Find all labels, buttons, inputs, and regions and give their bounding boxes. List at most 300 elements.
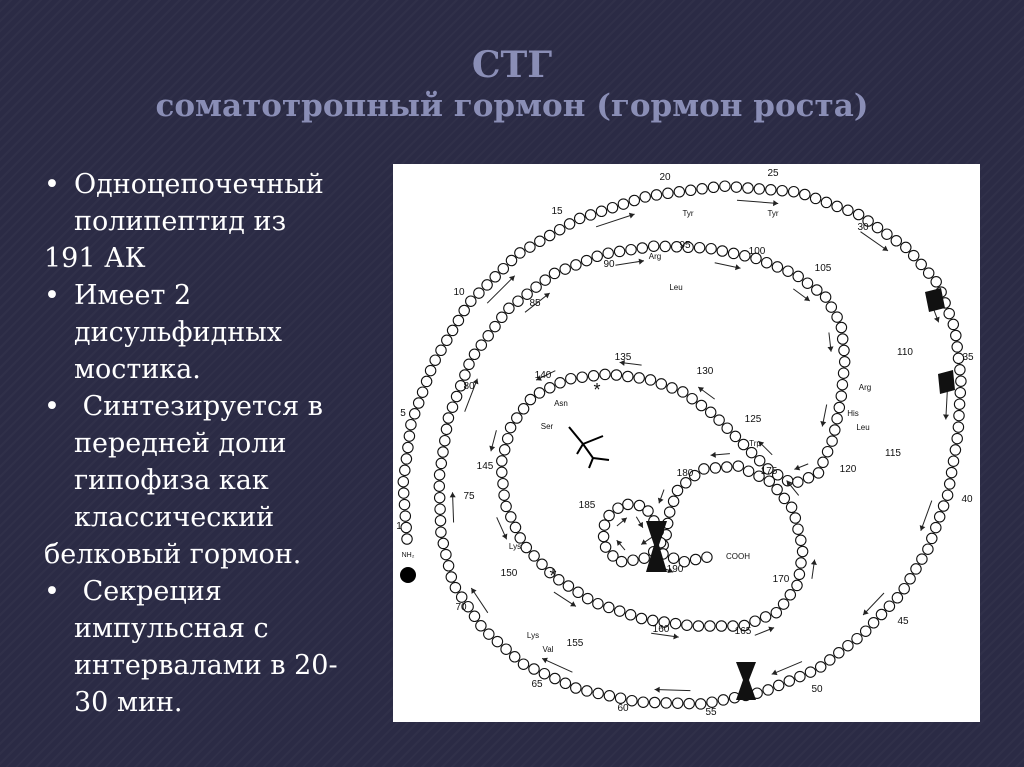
residue-bead [832, 414, 842, 424]
residue-bead [593, 599, 603, 609]
residue-bead [948, 456, 958, 466]
position-label: 25 [767, 168, 779, 179]
residue-bead [899, 584, 909, 594]
residue-bead [628, 555, 638, 565]
residue-bead [935, 512, 945, 522]
position-label: 1 [396, 521, 402, 532]
residue-bead [560, 678, 570, 688]
residue-bead [401, 522, 411, 532]
text-line: полипептид из [74, 206, 287, 237]
residue-bead [693, 621, 703, 631]
residue-bead [629, 195, 639, 205]
residue-bead [771, 608, 781, 618]
residue-bead [793, 271, 803, 281]
residue-bead [451, 391, 461, 401]
residue-bead [566, 374, 576, 384]
residue-bead [839, 345, 849, 355]
position-label: 40 [961, 494, 973, 505]
residue-bead [638, 697, 648, 707]
text-line: дисульфидных [74, 317, 282, 348]
residue-bead [673, 698, 683, 708]
n-terminus-label: NH₂ [401, 552, 415, 559]
residue-bead [582, 686, 592, 696]
residue-bead [945, 479, 955, 489]
title-abbreviation: СТГ [471, 44, 553, 86]
residue-bead [649, 241, 659, 251]
residue-bead [826, 302, 836, 312]
residue-bead [505, 422, 515, 432]
residue-bead [822, 447, 832, 457]
residue-bead [750, 616, 760, 626]
residue-bead [772, 262, 782, 272]
direction-arrow [737, 200, 778, 203]
residue-bead [656, 379, 666, 389]
bullet-item [44, 573, 364, 721]
bullet-marker: • [44, 169, 60, 200]
residue-bead [607, 203, 617, 213]
residue-bead [779, 493, 789, 503]
residue-bead [435, 516, 445, 526]
glycosylation-mark: * [593, 380, 601, 400]
residue-bead [571, 683, 581, 693]
residue-bead [600, 542, 610, 552]
arrow-head [811, 560, 817, 565]
residue-bead [696, 400, 706, 410]
residue-bead [410, 409, 420, 419]
residue-bead [469, 611, 479, 621]
text-line: Одноцепочечный [74, 169, 324, 200]
bullet-marker: • [44, 391, 60, 422]
residue-bead [882, 229, 892, 239]
residue-bead [663, 188, 673, 198]
residue-bead [805, 667, 815, 677]
residue-bead [812, 285, 822, 295]
residue-bead [626, 245, 636, 255]
gh-structure-diagram [393, 164, 980, 722]
residue-bead [951, 330, 961, 340]
residue-label: Arg [648, 252, 662, 261]
arrow-head [673, 634, 678, 640]
residue-bead [564, 219, 574, 229]
residue-bead [399, 499, 409, 509]
arrow-head [735, 264, 741, 270]
residue-bead [796, 558, 806, 568]
residue-bead [474, 288, 484, 298]
bullet-item [44, 388, 364, 536]
residue-bead [435, 504, 445, 514]
residue-bead [825, 655, 835, 665]
residue-bead [777, 186, 787, 196]
residue-bead [938, 501, 948, 511]
residue-bead [510, 522, 520, 532]
residue-label: Trp [749, 439, 761, 448]
residue-bead [730, 431, 740, 441]
residue-bead [714, 415, 724, 425]
text-line: 191 АК [44, 243, 146, 274]
arrow-head [641, 539, 647, 544]
residue-bead [892, 593, 902, 603]
residue-bead [476, 621, 486, 631]
residue-bead [600, 369, 610, 379]
position-label: 155 [566, 638, 584, 649]
residue-bead [500, 445, 510, 455]
residue-bead [837, 380, 847, 390]
residue-bead [545, 383, 555, 393]
residue-bead [778, 599, 788, 609]
residue-bead [755, 456, 765, 466]
residue-bead [917, 554, 927, 564]
residue-bead [483, 331, 493, 341]
residue-bead [948, 319, 958, 329]
residue-bead [634, 373, 644, 383]
residue-bead [504, 303, 514, 313]
residue-bead [840, 357, 850, 367]
residue-bead [955, 365, 965, 375]
residue-bead [682, 620, 692, 630]
residue-bead [571, 260, 581, 270]
residue-bead [515, 248, 525, 258]
residue-bead [490, 272, 500, 282]
residue-bead [529, 664, 539, 674]
residue-bead [401, 454, 411, 464]
residue-bead [581, 255, 591, 265]
residue-bead [696, 699, 706, 709]
residue-bead [482, 280, 492, 290]
arrow-head [489, 446, 495, 452]
position-label: 30 [857, 222, 869, 233]
position-label: 130 [696, 366, 714, 377]
residue-bead [598, 531, 608, 541]
position-label: 160 [652, 624, 670, 635]
residue-bead [797, 546, 807, 556]
residue-bead [506, 255, 516, 265]
residue-bead [946, 467, 956, 477]
bullet-marker: • [44, 280, 60, 311]
residue-bead [615, 693, 625, 703]
residue-bead [402, 534, 412, 544]
arrow-head [698, 387, 704, 392]
residue-bead [827, 436, 837, 446]
disulfide-segment [938, 370, 955, 394]
residue-bead [529, 551, 539, 561]
residue-bead [534, 388, 544, 398]
position-label: 55 [705, 707, 717, 718]
position-label: 140 [534, 370, 552, 381]
residue-label: Leu [669, 283, 683, 292]
residue-bead [702, 552, 712, 562]
arrow-head [471, 588, 476, 594]
direction-arrow [655, 690, 691, 691]
residue-bead [931, 277, 941, 287]
residue-bead [650, 697, 660, 707]
residue-bead [785, 590, 795, 600]
residue-bead [722, 462, 732, 472]
residue-bead [403, 442, 413, 452]
residue-bead [665, 507, 675, 517]
residue-bead [625, 610, 635, 620]
residue-bead [563, 581, 573, 591]
residue-bead [832, 312, 842, 322]
plain-line [44, 536, 364, 573]
residue-bead [924, 268, 934, 278]
residue-label: Lys [508, 542, 522, 551]
position-label: 145 [476, 461, 494, 472]
residue-bead [453, 315, 463, 325]
residue-bead [762, 258, 772, 268]
residue-bead [784, 676, 794, 686]
residue-bead [694, 243, 704, 253]
residue-bead [738, 439, 748, 449]
text-line: классический [74, 502, 275, 533]
glycan-branch-icon [569, 427, 609, 468]
residue-label: His [847, 409, 859, 418]
residue-bead [852, 634, 862, 644]
residue-bead [952, 342, 962, 352]
arrow-head [655, 687, 660, 693]
residue-bead [952, 433, 962, 443]
residue-bead [583, 593, 593, 603]
residue-bead [708, 182, 718, 192]
residue-bead [743, 466, 753, 476]
position-label: 35 [962, 352, 974, 363]
residue-bead [484, 629, 494, 639]
text-line: интервалами в 20- [74, 650, 338, 681]
arrow-head [828, 346, 834, 351]
residue-bead [535, 236, 545, 246]
position-label: 95 [679, 240, 691, 251]
position-label: 75 [463, 491, 475, 502]
residue-bead [834, 402, 844, 412]
residue-bead [670, 618, 680, 628]
residue-bead [436, 345, 446, 355]
residue-bead [436, 458, 446, 468]
position-label: 105 [814, 263, 832, 274]
residue-bead [414, 398, 424, 408]
bullet-item [44, 166, 364, 240]
residue-label: Tyr [682, 209, 694, 218]
residue-bead [774, 680, 784, 690]
residue-bead [789, 187, 799, 197]
residue-bead [772, 484, 782, 494]
residue-bead [506, 512, 516, 522]
residue-bead [955, 388, 965, 398]
residue-bead [733, 461, 743, 471]
arrow-head [943, 414, 949, 419]
position-label: 5 [400, 408, 406, 419]
residue-bead [687, 394, 697, 404]
residue-bead [560, 264, 570, 274]
residue-label: Arg [858, 383, 872, 392]
text-line: Синтезируется в [74, 391, 323, 422]
residue-bead [834, 648, 844, 658]
residue-bead [667, 383, 677, 393]
text-line: мостика. [74, 354, 201, 385]
residue-bead [795, 671, 805, 681]
position-label: 60 [617, 703, 629, 714]
residue-bead [611, 370, 621, 380]
residue-bead [425, 365, 435, 375]
residue-bead [843, 205, 853, 215]
residue-bead [942, 490, 952, 500]
residue-bead [783, 266, 793, 276]
residue-bead [710, 463, 720, 473]
residue-bead [430, 355, 440, 365]
bullet-item [44, 277, 364, 388]
residue-bead [872, 222, 882, 232]
residue-label: Lys [526, 631, 540, 640]
residue-bead [813, 468, 823, 478]
glycosylation-mark: * [549, 566, 557, 586]
residue-bead [604, 602, 614, 612]
residue-bead [438, 447, 448, 457]
residue-bead [440, 436, 450, 446]
residue-bead [513, 296, 523, 306]
residue-bead [492, 636, 502, 646]
residue-bead [651, 190, 661, 200]
residue-bead [790, 513, 800, 523]
residue-bead [705, 621, 715, 631]
position-label: 185 [578, 500, 596, 511]
residue-bead [639, 553, 649, 563]
residue-bead [575, 213, 585, 223]
residue-bead [678, 387, 688, 397]
residue-bead [954, 410, 964, 420]
residue-label: Tyr [767, 209, 779, 218]
residue-bead [731, 182, 741, 192]
residue-bead [674, 187, 684, 197]
residue-bead [793, 524, 803, 534]
position-label: 165 [734, 626, 752, 637]
disulfide-bridge [736, 662, 756, 700]
residue-bead [573, 587, 583, 597]
residue-bead [684, 698, 694, 708]
residue-label: Asn [554, 399, 568, 408]
position-label: 65 [531, 679, 543, 690]
residue-bead [596, 206, 606, 216]
residue-bead [830, 425, 840, 435]
residue-bead [585, 210, 595, 220]
position-label: 125 [744, 414, 762, 425]
arrow-head [450, 492, 456, 497]
position-label: 150 [500, 568, 518, 579]
residue-bead [793, 477, 803, 487]
residue-bead [518, 404, 528, 414]
position-label: 190 [666, 564, 684, 575]
residue-bead [754, 184, 764, 194]
arrow-head [804, 296, 810, 301]
residue-bead [599, 520, 609, 530]
position-label: 70 [455, 602, 467, 613]
residue-bead [501, 501, 511, 511]
residue-bead [398, 477, 408, 487]
residue-label: Ser [540, 422, 554, 431]
residue-bead [923, 544, 933, 554]
residue-bead [816, 662, 826, 672]
residue-bead [800, 189, 810, 199]
text-line: белковый гормон. [44, 539, 302, 570]
residue-bead [623, 371, 633, 381]
residue-bead [660, 241, 670, 251]
position-label: 85 [529, 298, 541, 309]
residue-bead [838, 334, 848, 344]
arrow-head [570, 601, 576, 606]
arrow-head [773, 200, 778, 206]
residue-bead [668, 553, 678, 563]
residue-bead [643, 506, 653, 516]
title-full-name: соматотропный гормон (гормон роста) [155, 88, 869, 124]
residue-bead [464, 359, 474, 369]
residue-bead [832, 201, 842, 211]
residue-bead [891, 236, 901, 246]
residue-bead [443, 561, 453, 571]
residue-bead [539, 669, 549, 679]
residue-bead [603, 248, 613, 258]
residue-bead [438, 538, 448, 548]
residue-bead [577, 372, 587, 382]
bullet-marker: • [44, 576, 60, 607]
residue-bead [905, 574, 915, 584]
residue-bead [661, 698, 671, 708]
position-label: 50 [811, 684, 823, 695]
n-terminus-marker [400, 567, 416, 583]
slide-title [0, 44, 1024, 126]
gh-structure-svg [393, 164, 980, 722]
residue-bead [443, 413, 453, 423]
residue-bead [954, 399, 964, 409]
residue-bead [786, 502, 796, 512]
residue-bead [549, 268, 559, 278]
residue-bead [720, 181, 730, 191]
residue-bead [838, 368, 848, 378]
residue-bead [853, 209, 863, 219]
residue-bead [821, 197, 831, 207]
residue-bead [803, 473, 813, 483]
arrow-head [882, 246, 888, 251]
residue-bead [406, 420, 416, 430]
residue-bead [876, 609, 886, 619]
residue-bead [699, 464, 709, 474]
residue-bead [672, 485, 682, 495]
residue-bead [718, 695, 728, 705]
residue-bead [399, 488, 409, 498]
residue-bead [417, 387, 427, 397]
position-label: 100 [748, 246, 766, 257]
position-label: 120 [839, 464, 857, 475]
text-line: передней доли [74, 428, 287, 459]
position-label: 115 [885, 448, 901, 459]
residue-bead [441, 549, 451, 559]
residue-bead [760, 612, 770, 622]
residue-bead [442, 335, 452, 345]
residue-bead [716, 621, 726, 631]
residue-bead [868, 618, 878, 628]
residue-bead [604, 510, 614, 520]
residue-bead [501, 644, 511, 654]
position-label: 45 [897, 616, 909, 627]
residue-bead [640, 192, 650, 202]
residue-bead [434, 481, 444, 491]
residue-bead [469, 349, 479, 359]
residue-bead [400, 465, 410, 475]
residue-bead [794, 569, 804, 579]
residue-bead [909, 250, 919, 260]
text-line: Секреция [74, 576, 222, 607]
residue-bead [400, 511, 410, 521]
residue-bead [540, 275, 550, 285]
residue-bead [645, 375, 655, 385]
residue-bead [764, 476, 774, 486]
residue-bead [521, 542, 531, 552]
